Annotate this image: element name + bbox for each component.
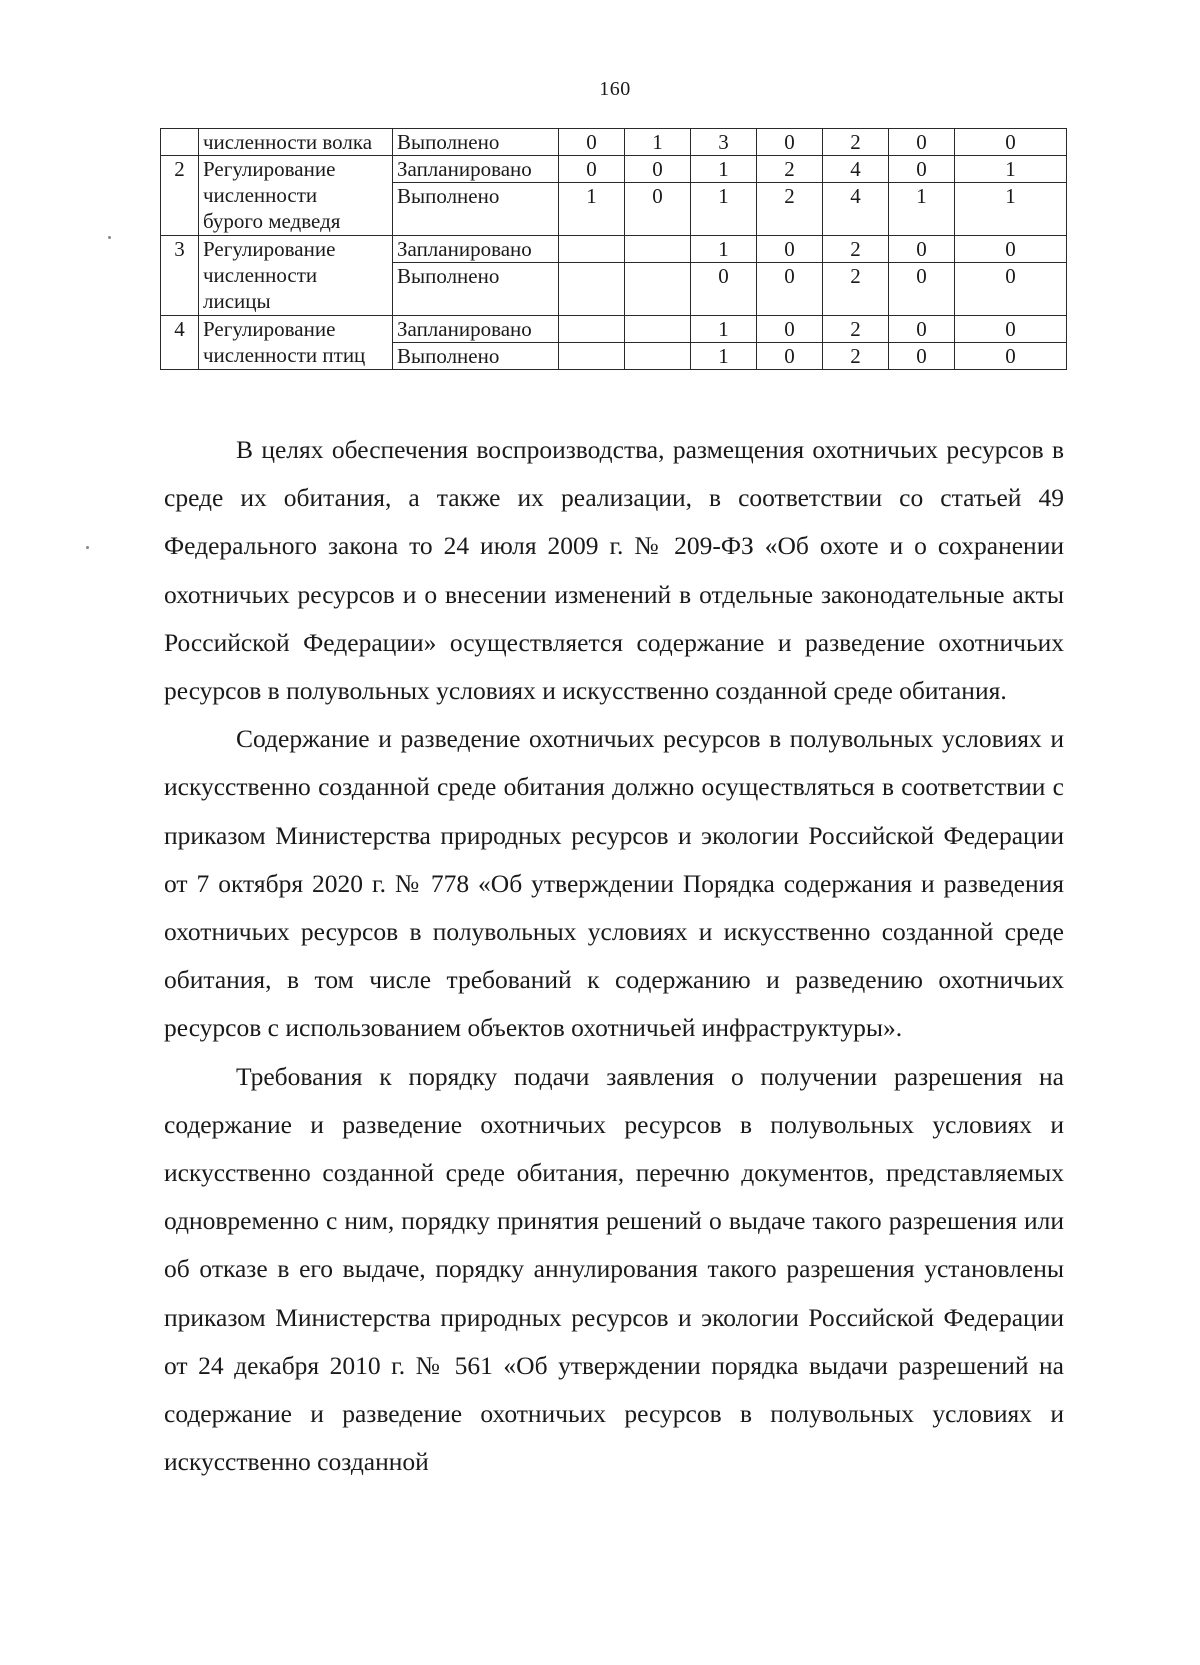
row-index: 3 <box>161 236 199 316</box>
value-cell: 2 <box>823 316 889 343</box>
measure-name-line: численности птиц <box>203 343 366 367</box>
row-index: 2 <box>161 156 199 236</box>
value-cell: 0 <box>757 263 823 316</box>
plan-status: Запланировано <box>393 316 559 343</box>
value-cell: 0 <box>889 343 955 370</box>
hunting-regulation-table <box>160 128 1067 370</box>
value-cell <box>559 316 625 343</box>
value-cell: 1 <box>889 183 955 236</box>
value-cell: 0 <box>955 343 1067 370</box>
value-cell <box>559 343 625 370</box>
measure-name-line: численности <box>203 183 318 207</box>
value-cell: 2 <box>823 343 889 370</box>
value-cell: 0 <box>559 129 625 156</box>
value-cell: 0 <box>757 316 823 343</box>
paragraph-3: Требования к порядку подачи заявления о получении разрешения на содержание и разведение охотничьих ресурсов в полувольных условиях и искусственно созданной среде обитания, перечню документов, представляемых одновременно с ним, порядку принятия решений о выдаче такого разрешения или об отказе в его выдаче, порядку аннулирования такого разрешения установлены приказом Министерства природных ресурсов и экологии Российской Федерации от 24 декабря 2010 г. № 561 «Об утверждении порядка выдачи разрешений на содержание и разведение охотничьих ресурсов в полувольных условиях и искусственно созданной <box>164 1061 1064 1477</box>
value-cell: 0 <box>889 156 955 183</box>
plan-status: Выполнено <box>393 183 559 236</box>
measure-name-line: Регулирование <box>203 237 336 261</box>
value-cell: 0 <box>889 236 955 263</box>
value-cell: 2 <box>757 156 823 183</box>
paragraph-1: В целях обеспечения воспроизводства, размещения охотничьих ресурсов в среде их обитания, а также их реализации, в соответствии со статьей 49 Федерального закона то 24 июля 2009 г. № 209-ФЗ «Об охоте и о сохранении охотничьих ресурсов и о внесении изменений в отдельные законодательные акты Российской Федерации» осуществляется содержание и разведение охотничьих ресурсов в полувольных условиях и искусственно созданной среде обитания. <box>164 435 1064 706</box>
measure-name-line: бурого медведя <box>203 209 341 233</box>
value-cell: 0 <box>757 236 823 263</box>
measure-name-line: численности волка <box>203 130 373 154</box>
measure-name-line: лисицы <box>203 289 271 313</box>
row-index: 4 <box>161 316 199 370</box>
value-cell <box>625 343 691 370</box>
table-row <box>161 316 1067 343</box>
value-cell: 0 <box>625 183 691 236</box>
value-cell <box>625 236 691 263</box>
value-cell: 2 <box>823 129 889 156</box>
page-number: 160 <box>599 78 631 100</box>
measure-name-line: Регулирование <box>203 317 336 341</box>
value-cell: 1 <box>625 129 691 156</box>
value-cell: 1 <box>955 156 1067 183</box>
value-cell: 0 <box>691 263 757 316</box>
measure-name <box>199 156 393 236</box>
value-cell: 1 <box>691 343 757 370</box>
value-cell: 2 <box>757 183 823 236</box>
row-index <box>161 129 199 156</box>
value-cell: 1 <box>691 236 757 263</box>
measure-name-line: численности <box>203 263 318 287</box>
measure-name <box>199 236 393 316</box>
value-cell: 4 <box>823 183 889 236</box>
value-cell: 0 <box>889 263 955 316</box>
measure-name-line: Регулирование <box>203 157 336 181</box>
value-cell: 0 <box>889 316 955 343</box>
table-row <box>161 236 1067 263</box>
value-cell: 0 <box>955 263 1067 316</box>
paragraph-2: Содержание и разведение охотничьих ресурсов в полувольных условиях и искусственно созданной среде обитания должно осуществляться в соответствии с приказом Министерства природных ресурсов и экологии Российской Федерации от 7 октября 2020 г. № 778 «Об утверждении Порядка содержания и разведения охотничьих ресурсов в полувольных условиях и искусственно созданной среде обитания, в том числе требований к содержанию и разведению охотничьих ресурсов с использованием объектов охотничьей инфраструктуры». <box>164 724 1064 1043</box>
value-cell: 1 <box>691 156 757 183</box>
value-cell: 3 <box>691 129 757 156</box>
value-cell: 1 <box>955 183 1067 236</box>
document-body <box>164 426 1064 1486</box>
plan-status: Выполнено <box>393 343 559 370</box>
value-cell: 0 <box>625 156 691 183</box>
value-cell <box>559 263 625 316</box>
value-cell: 1 <box>691 316 757 343</box>
value-cell: 0 <box>559 156 625 183</box>
plan-status: Выполнено <box>393 263 559 316</box>
value-cell <box>559 236 625 263</box>
table-row <box>161 156 1067 183</box>
table-row <box>161 129 1067 156</box>
plan-status: Запланировано <box>393 236 559 263</box>
scan-speck <box>108 236 111 239</box>
value-cell: 0 <box>955 129 1067 156</box>
value-cell: 0 <box>889 129 955 156</box>
value-cell: 0 <box>955 236 1067 263</box>
plan-status: Выполнено <box>393 129 559 156</box>
measure-name <box>199 316 393 370</box>
value-cell <box>625 316 691 343</box>
value-cell: 4 <box>823 156 889 183</box>
value-cell: 0 <box>757 343 823 370</box>
measure-name <box>199 129 393 156</box>
value-cell: 2 <box>823 236 889 263</box>
scan-speck <box>86 546 89 549</box>
value-cell <box>625 263 691 316</box>
value-cell: 2 <box>823 263 889 316</box>
value-cell: 0 <box>757 129 823 156</box>
value-cell: 1 <box>559 183 625 236</box>
value-cell: 1 <box>691 183 757 236</box>
value-cell: 0 <box>955 316 1067 343</box>
plan-status: Запланировано <box>393 156 559 183</box>
